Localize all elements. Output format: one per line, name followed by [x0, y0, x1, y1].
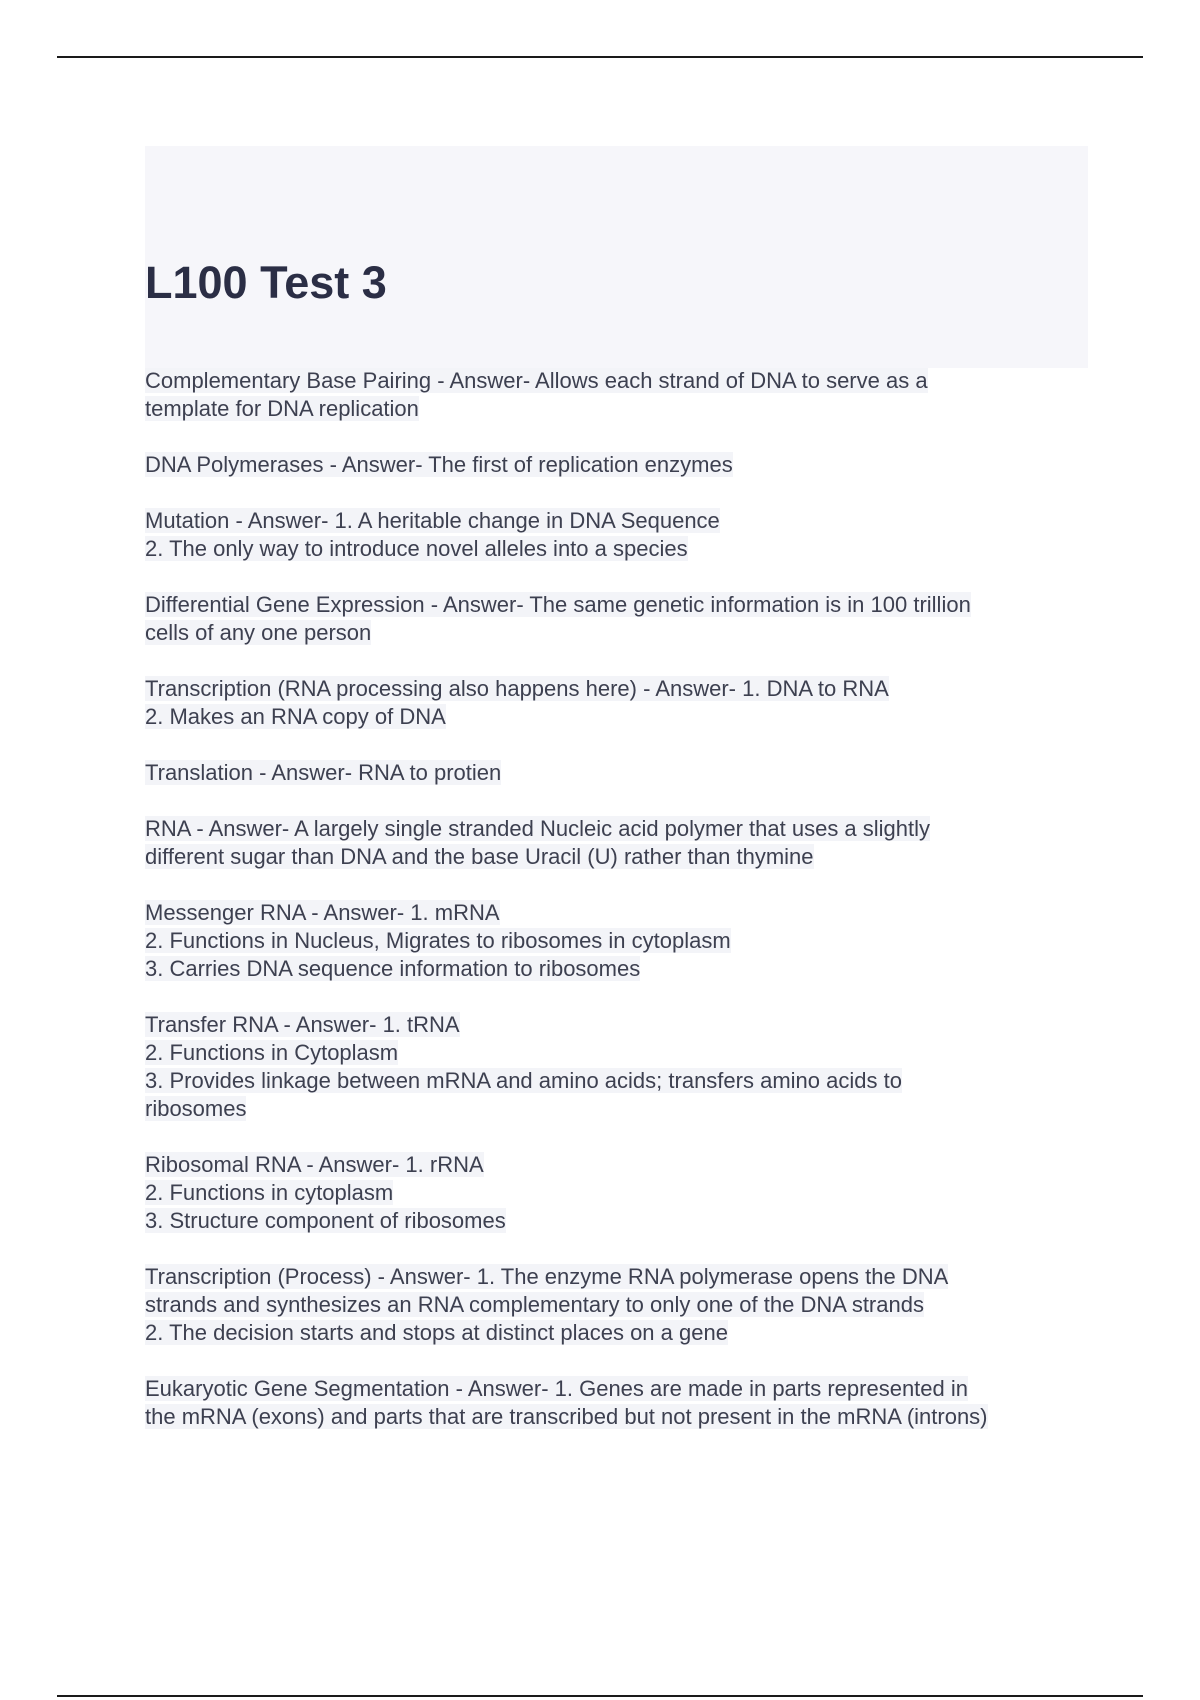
qa-entry-line — [145, 1375, 1088, 1403]
page-title: L100 Test 3 — [145, 257, 387, 308]
qa-entry-text: the mRNA (exons) and parts that are transcribed but not present in the mRNA (introns) — [145, 1404, 988, 1429]
qa-entry-line — [145, 367, 1088, 395]
qa-entry-line — [145, 675, 1088, 703]
qa-entry-text: Complementary Base Pairing - Answer- Allows each strand of DNA to serve as a — [145, 368, 928, 393]
top-rule — [57, 56, 1143, 58]
qa-entry-text: cells of any one person — [145, 620, 372, 645]
qa-entry-text: Transcription (Process) - Answer- 1. The enzyme RNA polymerase opens the DNA — [145, 1264, 949, 1289]
bottom-rule — [57, 1695, 1143, 1697]
qa-entry-text: 2. Functions in Nucleus, Migrates to ribosomes in cytoplasm — [145, 928, 731, 953]
qa-entry-line — [145, 451, 1088, 479]
qa-entry-line — [145, 1039, 1088, 1067]
qa-entry-text: different sugar than DNA and the base Uracil (U) rather than thymine — [145, 844, 814, 869]
qa-entry — [145, 451, 1088, 479]
qa-entry-text: 2. Makes an RNA copy of DNA — [145, 704, 446, 729]
qa-entry-line — [145, 927, 1088, 955]
qa-entry-text: Transcription (RNA processing also happens here) - Answer- 1. DNA to RNA — [145, 676, 889, 701]
qa-entry-text: 3. Structure component of ribosomes — [145, 1208, 506, 1233]
qa-entry-line — [145, 591, 1088, 619]
qa-entry-line — [145, 619, 1088, 647]
qa-entry-text: Transfer RNA - Answer- 1. tRNA — [145, 1012, 460, 1037]
qa-entry-line — [145, 1011, 1088, 1039]
qa-entry-text: template for DNA replication — [145, 396, 419, 421]
qa-entry — [145, 367, 1088, 423]
qa-entry — [145, 759, 1088, 787]
qa-entry-line — [145, 395, 1088, 423]
qa-entry-text: strands and synthesizes an RNA complementary to only one of the DNA strands — [145, 1292, 924, 1317]
qa-entry — [145, 899, 1088, 983]
qa-entry-line — [145, 1067, 1088, 1095]
qa-entry-text: Translation - Answer- RNA to protien — [145, 760, 502, 785]
qa-entry-line — [145, 1263, 1088, 1291]
qa-entry-line — [145, 899, 1088, 927]
qa-entry-line — [145, 507, 1088, 535]
qa-entry-text: 2. The decision starts and stops at distinct places on a gene — [145, 1320, 728, 1345]
qa-entry-line — [145, 843, 1088, 871]
qa-entry — [145, 1011, 1088, 1123]
qa-entry-line — [145, 955, 1088, 983]
qa-entry-line — [145, 759, 1088, 787]
qa-entry — [145, 591, 1088, 647]
qa-entry-text: 3. Carries DNA sequence information to ribosomes — [145, 956, 641, 981]
qa-entry — [145, 1263, 1088, 1347]
qa-entry-text: DNA Polymerases - Answer- The first of replication enzymes — [145, 452, 733, 477]
qa-entry-text: RNA - Answer- A largely single stranded Nucleic acid polymer that uses a slightly — [145, 816, 931, 841]
qa-entry-line — [145, 1291, 1088, 1319]
qa-entry-text: Mutation - Answer- 1. A heritable change in DNA Sequence — [145, 508, 720, 533]
qa-entry-line — [145, 1319, 1088, 1347]
qa-entry-text: Differential Gene Expression - Answer- The same genetic information is in 100 trillion — [145, 592, 971, 617]
qa-entry-line — [145, 703, 1088, 731]
qa-entry-line — [145, 1179, 1088, 1207]
qa-entry-line — [145, 535, 1088, 563]
qa-entry-line — [145, 1095, 1088, 1123]
qa-entry-line — [145, 1403, 1088, 1431]
qa-entry-line — [145, 1207, 1088, 1235]
qa-entry — [145, 1151, 1088, 1235]
qa-entry-text: 2. Functions in cytoplasm — [145, 1180, 394, 1205]
qa-entry — [145, 815, 1088, 871]
qa-list — [145, 367, 1088, 1459]
qa-entry-line — [145, 1151, 1088, 1179]
qa-entry — [145, 675, 1088, 731]
qa-entry-text: 3. Provides linkage between mRNA and amino acids; transfers amino acids to — [145, 1068, 902, 1093]
qa-entry-text: Eukaryotic Gene Segmentation - Answer- 1. Genes are made in parts represented in — [145, 1376, 968, 1401]
qa-entry-text: 2. The only way to introduce novel alleles into a species — [145, 536, 688, 561]
qa-entry-text: ribosomes — [145, 1096, 247, 1121]
qa-entry-line — [145, 815, 1088, 843]
qa-entry-text: Ribosomal RNA - Answer- 1. rRNA — [145, 1152, 484, 1177]
qa-entry-text: 2. Functions in Cytoplasm — [145, 1040, 399, 1065]
qa-entry-text: Messenger RNA - Answer- 1. mRNA — [145, 900, 500, 925]
qa-entry — [145, 507, 1088, 563]
qa-entry — [145, 1375, 1088, 1431]
